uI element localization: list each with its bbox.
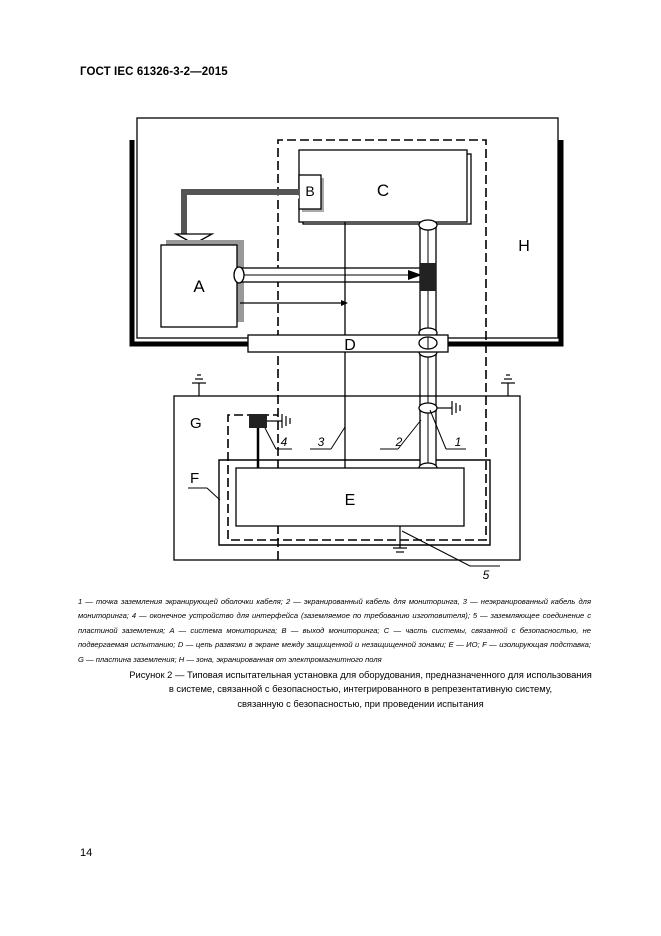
caption-line-3: связанную с безопасностью, при проведении испытания: [237, 697, 484, 709]
callout-2: 2: [395, 435, 403, 449]
label-d: D: [344, 337, 356, 354]
ground-symbol-1: [437, 401, 460, 415]
arrow-shadow: [184, 192, 299, 236]
callout-4: 4: [280, 435, 288, 449]
ground-symbol-5: [393, 548, 407, 552]
label-h: H: [518, 238, 530, 255]
label-c: C: [376, 181, 390, 200]
ground-symbol-left: [192, 375, 206, 396]
callout-5: 5: [482, 568, 490, 582]
callout-1: 1: [454, 435, 462, 449]
label-a: A: [193, 277, 205, 296]
label-f: F: [190, 470, 200, 487]
leader-4: [265, 428, 276, 449]
label-b: B: [305, 183, 315, 199]
label-e: E: [344, 492, 356, 509]
figure-legend: 1 — точка заземления экранирующей оболочки кабеля; 2 — экранированный кабель для мониторинга, 3 — неэкранированный кабель для мониторинга; 4 — оконечное устройство для интерфейса (заземляемое по требованию изготовителя); 5 — заземляющее соединение с пластиной заземления; A — система мониторинга; B — выход мониторинга; C — часть системы, связанной с безопасностью, не подвергаемая испытанию; D — цепь развязки в экране между защищенной и незащищенной зонами; E — ИО; F — изолирующая подставка; G — пластина заземления; H — зона, экранированная от электромагнитного поля: [78, 597, 591, 664]
caption-line-2: в системе, связанной с безопасностью, интегрированного в репрезентативную систему,: [168, 683, 553, 695]
page-number: 14: [80, 847, 93, 859]
cable-ring-grounding: [419, 403, 437, 413]
f-leader: [207, 488, 220, 500]
connector-block-front: [420, 263, 436, 291]
cable-ring-top: [419, 220, 437, 230]
callout-3: 3: [317, 435, 325, 449]
arrow-inner: [204, 197, 299, 236]
document-header: ГОСТ IEC 61326-3-2—2015: [80, 66, 228, 78]
cable-end-a: [234, 267, 244, 283]
caption-line-1: Рисунок 2 — Типовая испытательная установка для оборудования, предназначенного для использования: [129, 669, 592, 680]
figure-caption: [60, 668, 661, 711]
leader-5: [402, 531, 470, 566]
label-g: G: [190, 415, 202, 432]
leader-3: [331, 427, 345, 449]
ground-symbol-right: [501, 375, 515, 396]
terminal-device-4: [249, 414, 267, 428]
